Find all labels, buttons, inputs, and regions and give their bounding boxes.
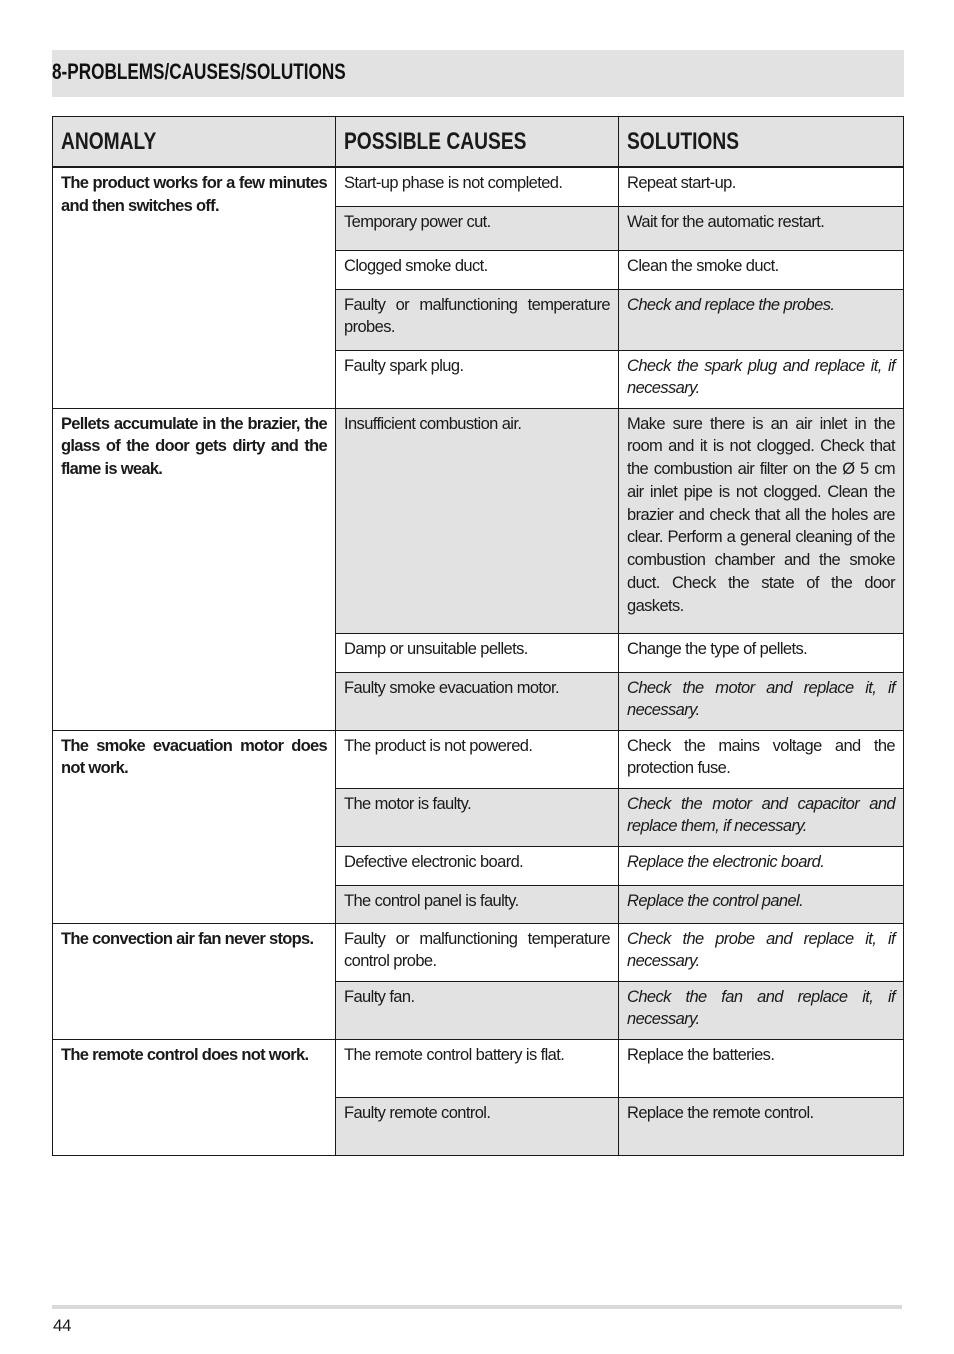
table-row [53, 1039, 904, 1097]
cause-cell: Faulty smoke evacuation motor. [336, 672, 619, 730]
section-header-bar [52, 50, 904, 97]
solution-cell: Make sure there is an air inlet in the room and it is not clogged. Check that the combustion air filter on the Ø 5 cm air inlet pipe is not clogged. Clean the brazier and check that all the holes are clear. Perform a general cleaning of the combustion chamber and the smoke duct. Check the state of the door gaskets. [619, 408, 904, 633]
solution-cell: Check and replace the probes. [619, 289, 904, 350]
table-row [53, 167, 904, 206]
table-row [53, 923, 904, 981]
solution-cell: Check the motor and capacitor and replace them, if necessary. [619, 788, 904, 846]
solution-cell: Check the motor and replace it, if necessary. [619, 672, 904, 730]
table-row [53, 730, 904, 788]
cause-cell: Insufficient combustion air. [336, 408, 619, 633]
footer-divider [52, 1305, 902, 1309]
solution-cell: Clean the smoke duct. [619, 250, 904, 289]
solution-cell: Repeat start-up. [619, 167, 904, 206]
anomaly-cell: The remote control does not work. [53, 1039, 336, 1155]
cause-cell: Start-up phase is not completed. [336, 167, 619, 206]
header-possible-causes: POSSIBLE CAUSES [336, 117, 619, 168]
solution-cell: Replace the batteries. [619, 1039, 904, 1097]
cause-cell: Faulty or malfunctioning temperature probes. [336, 289, 619, 350]
anomaly-cell: The convection air fan never stops. [53, 923, 336, 1039]
cause-cell: Faulty spark plug. [336, 350, 619, 408]
cause-cell: Faulty remote control. [336, 1097, 619, 1155]
cause-cell: Clogged smoke duct. [336, 250, 619, 289]
solution-cell: Check the fan and replace it, if necessary. [619, 981, 904, 1039]
section-title: 8-PROBLEMS/CAUSES/SOLUTIONS [52, 59, 346, 84]
solution-cell: Check the probe and replace it, if necessary. [619, 923, 904, 981]
page-number: 44 [53, 1316, 71, 1335]
cause-cell: Damp or unsuitable pellets. [336, 633, 619, 672]
header-anomaly: ANOMALY [53, 117, 336, 168]
solution-cell: Check the mains voltage and the protection fuse. [619, 730, 904, 788]
solution-cell: Change the type of pellets. [619, 633, 904, 672]
solution-cell: Replace the electronic board. [619, 846, 904, 885]
solution-cell: Check the spark plug and replace it, if necessary. [619, 350, 904, 408]
anomaly-cell: Pellets accumulate in the brazier, the glass of the door gets dirty and the flame is weak. [53, 408, 336, 730]
cause-cell: Temporary power cut. [336, 206, 619, 250]
anomaly-cell: The product works for a few minutes and then switches off. [53, 167, 336, 408]
solution-cell: Replace the control panel. [619, 885, 904, 923]
cause-cell: Faulty or malfunctioning temperature control probe. [336, 923, 619, 981]
anomaly-cell: The smoke evacuation motor does not work. [53, 730, 336, 923]
header-solutions: SOLUTIONS [619, 117, 904, 168]
cause-cell: The product is not powered. [336, 730, 619, 788]
table-row [53, 408, 904, 633]
troubleshooting-table [52, 116, 904, 1156]
solution-cell: Replace the remote control. [619, 1097, 904, 1155]
cause-cell: Defective electronic board. [336, 846, 619, 885]
cause-cell: The remote control battery is flat. [336, 1039, 619, 1097]
cause-cell: The motor is faulty. [336, 788, 619, 846]
cause-cell: The control panel is faulty. [336, 885, 619, 923]
solution-cell: Wait for the automatic restart. [619, 206, 904, 250]
cause-cell: Faulty fan. [336, 981, 619, 1039]
table-header-row [53, 117, 904, 168]
